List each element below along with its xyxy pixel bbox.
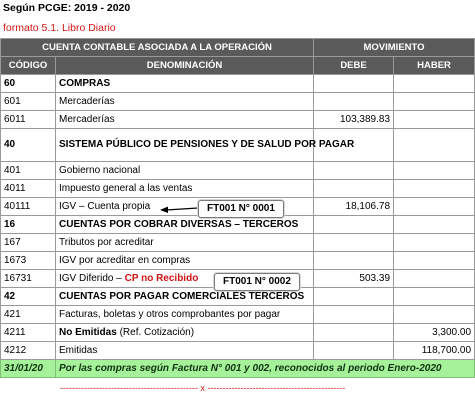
debit-cell (314, 252, 394, 270)
col-name-header: DENOMINACIÓN (56, 57, 314, 75)
debit-cell (314, 342, 394, 360)
credit-cell: 118,700.00 (394, 342, 475, 360)
account-code: 4212 (1, 342, 56, 360)
invoice-callout-1: FT001 N° 0001 (198, 200, 284, 218)
account-name: CUENTAS POR COBRAR DIVERSAS – TERCEROS (56, 216, 314, 234)
account-name: Facturas, boletas y otros comprobantes por pagar (56, 306, 314, 324)
account-code: 6011 (1, 111, 56, 129)
table-row (1, 216, 475, 234)
credit-cell (394, 252, 475, 270)
table-row (1, 252, 475, 270)
table-row (1, 342, 475, 360)
gloss-text: Por las compras según Factura N° 001 y 002, reconocidos al periodo Enero-2020 (56, 360, 475, 378)
debit-cell (314, 306, 394, 324)
group-header-row (1, 39, 475, 57)
credit-cell (394, 306, 475, 324)
account-code: 40111 (1, 198, 56, 216)
debit-cell (314, 180, 394, 198)
col-code-header: CÓDIGO (1, 57, 56, 75)
credit-cell (394, 111, 475, 129)
account-name: Mercaderías (56, 111, 314, 129)
account-name: IGV – Cuenta propia (56, 198, 314, 216)
credit-cell (394, 198, 475, 216)
credit-cell (394, 180, 475, 198)
account-name: CUENTAS POR PAGAR COMERCIALES TERCEROS (56, 288, 314, 306)
credit-cell (394, 75, 475, 93)
column-header-row (1, 57, 475, 75)
account-name-text: IGV Diferido – (59, 272, 125, 284)
account-code: 401 (1, 162, 56, 180)
debit-cell (314, 93, 394, 111)
account-code: 16731 (1, 270, 56, 288)
account-code: 4211 (1, 324, 56, 342)
page-title: Según PCGE: 2019 - 2020 (3, 2, 131, 14)
account-code: 40 (1, 129, 56, 162)
debit-cell: 18,106.78 (314, 198, 394, 216)
account-code: 1673 (1, 252, 56, 270)
col-debit-header: DEBE (314, 57, 394, 75)
debit-cell (314, 324, 394, 342)
format-subtitle: formato 5.1. Libro Diario (3, 22, 116, 34)
col-credit-header: HABER (394, 57, 475, 75)
account-name: Impuesto general a las ventas (56, 180, 314, 198)
account-name-text: No Emitidas (59, 326, 117, 338)
debit-cell (314, 162, 394, 180)
table-row (1, 111, 475, 129)
not-received-note: CP no Recibido (124, 272, 199, 284)
account-code: 16 (1, 216, 56, 234)
credit-cell (394, 162, 475, 180)
credit-cell: 3,300.00 (394, 324, 475, 342)
credit-cell (394, 129, 475, 162)
account-code: 167 (1, 234, 56, 252)
invoice-callout-2: FT001 N° 0002 (214, 273, 300, 291)
group-header-account: CUENTA CONTABLE ASOCIADA A LA OPERACIÓN (1, 39, 314, 57)
debit-cell: 503.39 (314, 270, 394, 288)
account-name: Gobierno nacional (56, 162, 314, 180)
credit-cell (394, 216, 475, 234)
debit-cell (314, 75, 394, 93)
account-code: 4011 (1, 180, 56, 198)
account-code: 60 (1, 75, 56, 93)
credit-cell (394, 270, 475, 288)
account-name: Mercaderías (56, 93, 314, 111)
credit-cell (394, 234, 475, 252)
account-name: Emitidas (56, 342, 314, 360)
account-name: Tributos por acreditar (56, 234, 314, 252)
footer-separator: ---------------------------------------------- x ---------------------------------------------- (60, 383, 346, 393)
debit-cell (314, 234, 394, 252)
group-header-movement: MOVIMIENTO (314, 39, 475, 57)
table-row (1, 162, 475, 180)
table-row (1, 306, 475, 324)
account-name (56, 324, 314, 342)
debit-cell (314, 288, 394, 306)
table-row (1, 324, 475, 342)
table-row (1, 93, 475, 111)
account-name: IGV por acreditar en compras (56, 252, 314, 270)
account-name: SISTEMA PÚBLICO DE PENSIONES Y DE SALUD POR PAGAR (56, 129, 314, 162)
gloss-row (1, 360, 475, 378)
account-name: COMPRAS (56, 75, 314, 93)
debit-cell: 103,389.83 (314, 111, 394, 129)
account-code: 42 (1, 288, 56, 306)
debit-cell (314, 216, 394, 234)
credit-cell (394, 93, 475, 111)
gloss-date: 31/01/20 (1, 360, 56, 378)
arrow-icon (158, 201, 200, 215)
table-row (1, 75, 475, 93)
account-code: 421 (1, 306, 56, 324)
table-row (1, 129, 475, 162)
credit-cell (394, 288, 475, 306)
reference-note: (Ref. Cotización) (116, 326, 195, 338)
table-row (1, 234, 475, 252)
account-code: 601 (1, 93, 56, 111)
table-row (1, 180, 475, 198)
